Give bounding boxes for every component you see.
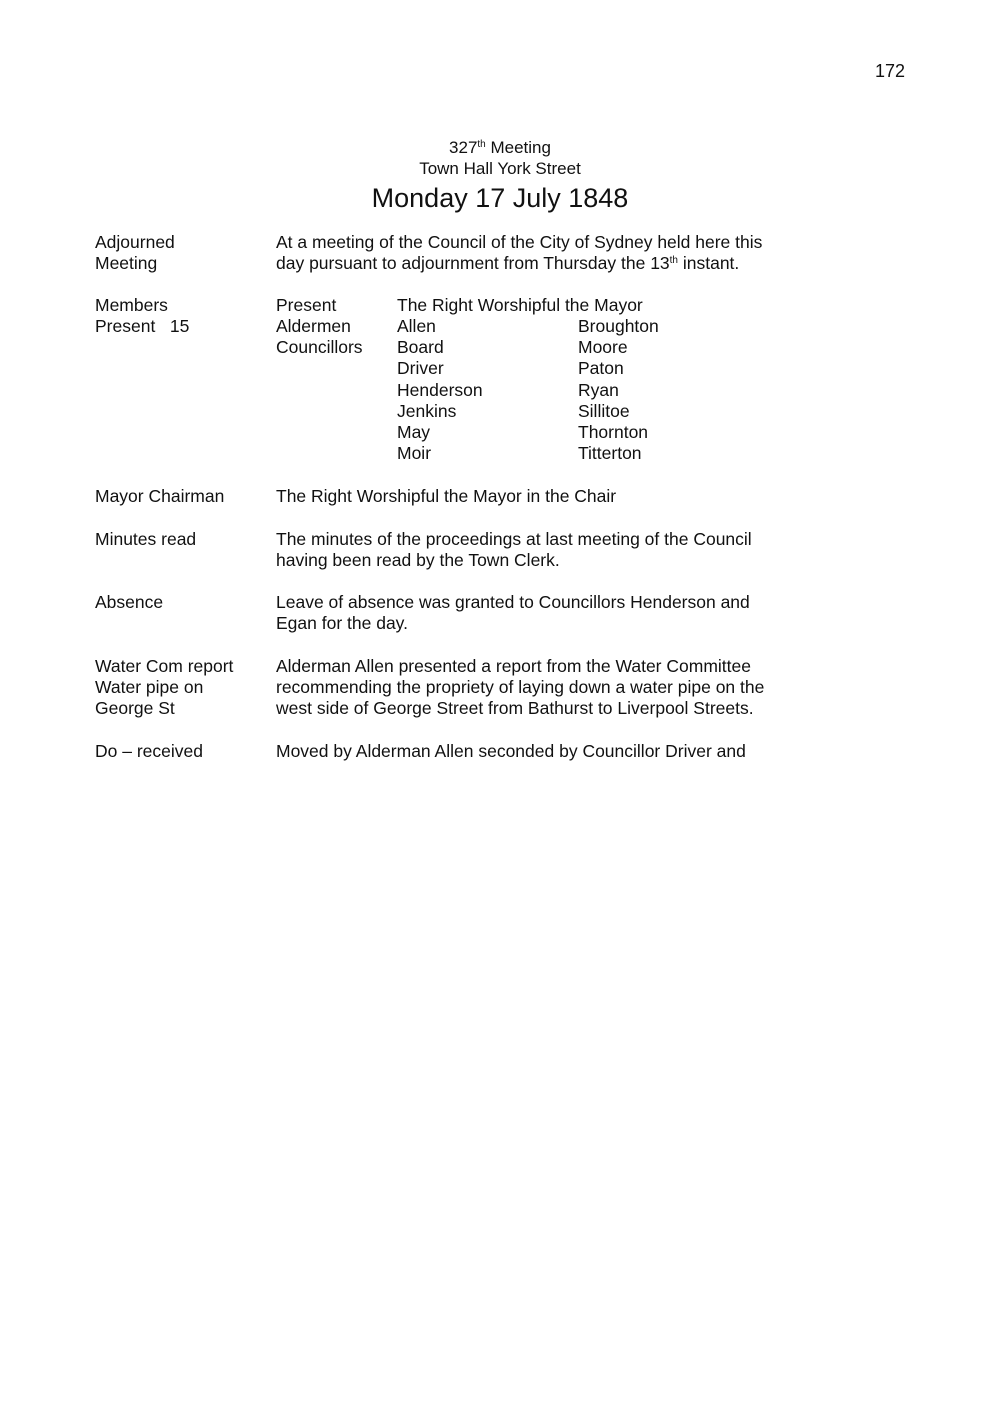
meeting-date: Monday 17 July 1848: [371, 183, 629, 213]
margin-note: Absence: [95, 592, 164, 612]
margin-note: Adjourned Meeting: [95, 232, 175, 273]
present-label: Present: [276, 295, 337, 315]
councillors-label: Councillors: [276, 337, 363, 357]
member-name: Board: [397, 337, 444, 357]
member-name: Ryan: [578, 380, 619, 400]
member-name: Broughton: [578, 316, 659, 336]
member-name: Allen: [397, 316, 436, 336]
entry-text: The minutes of the proceedings at last meeting of the Council having been read by the Town Clerk.: [276, 529, 752, 570]
margin-note: Mayor Chairman: [95, 486, 225, 506]
member-name: Moir: [397, 443, 432, 463]
entry-text: Leave of absence was granted to Councillors Henderson and Egan for the day.: [276, 592, 750, 633]
aldermen-label: Aldermen: [276, 316, 351, 336]
entry-text: At a meeting of the Council of the City of Sydney held here this day pursuant to adjournment from Thursday the 13th instant.: [276, 232, 763, 273]
meeting-header: [0, 137, 1000, 214]
member-name: Jenkins: [397, 401, 457, 421]
margin-note: Members Present 15: [95, 295, 190, 336]
member-name: Moore: [578, 337, 628, 357]
meeting-location: Town Hall York Street: [419, 159, 581, 178]
member-name: Sillitoe: [578, 401, 630, 421]
meeting-number: 327th Meeting: [449, 138, 551, 157]
margin-note: Do – received: [95, 741, 203, 761]
page-number: 172: [874, 61, 905, 81]
member-name: Driver: [397, 358, 444, 378]
margin-note: Water Com report Water pipe on George St: [95, 656, 234, 718]
member-name: May: [397, 422, 431, 442]
margin-note: Minutes read: [95, 529, 197, 549]
member-name: Paton: [578, 358, 624, 378]
member-name: Thornton: [578, 422, 649, 442]
entry-text: Alderman Allen presented a report from the Water Committee recommending the propriety of laying down a water pipe on the west side of George Street from Bathurst to Liverpool Streets.: [276, 656, 765, 718]
entry-text: Moved by Alderman Allen seconded by Councillor Driver and: [276, 741, 746, 761]
entry-text: The Right Worshipful the Mayor in the Chair: [276, 486, 617, 506]
mayor-name: The Right Worshipful the Mayor: [397, 295, 643, 315]
member-name: Titterton: [578, 443, 642, 463]
member-name: Henderson: [397, 380, 483, 400]
